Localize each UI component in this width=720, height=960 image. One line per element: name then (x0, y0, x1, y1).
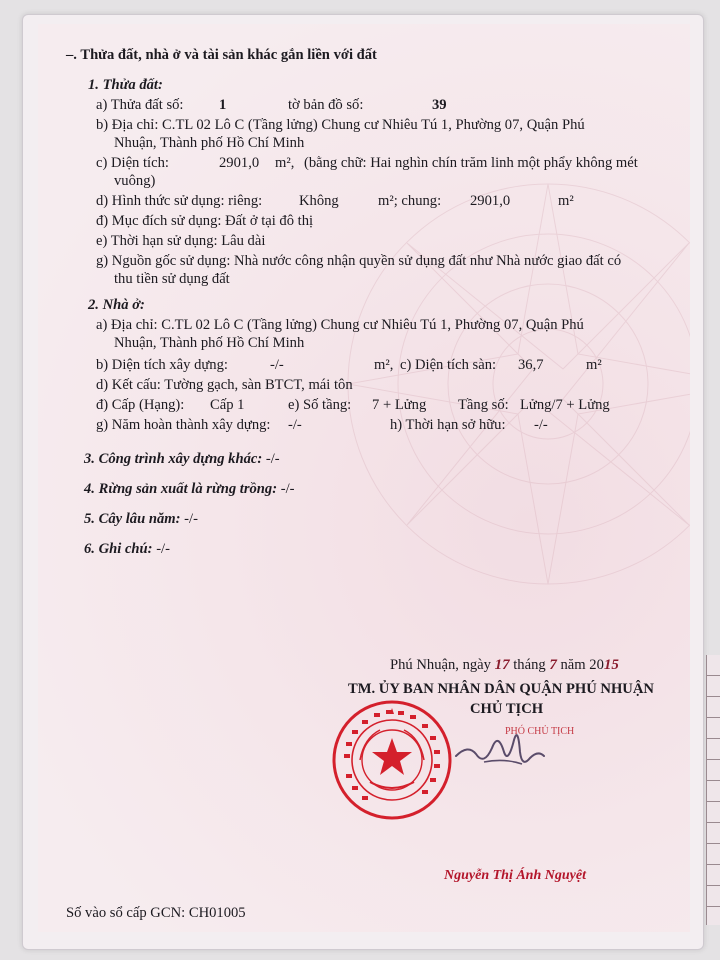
item-other-works: 3. Công trình xây dựng khác: -/- (84, 451, 280, 467)
land-area-words-line1: (bằng chữ: Hai nghìn chín trăm linh một phẩy không mét (304, 155, 638, 171)
house-floor-area-label: c) Diện tích sàn: (400, 357, 497, 373)
house-address-line1: a) Địa chỉ: C.TL 02 Lô C (Tầng lửng) Chung cư Nhiêu Tú 1, Phường 07, Quận Phú (96, 317, 584, 333)
deputy-title: PHÓ CHỦ TỊCH (505, 726, 575, 737)
house-completion-value: -/- (288, 417, 302, 433)
item-plantation-forest: 4. Rừng sản xuất là rừng trồng: -/- (84, 481, 295, 497)
house-floor-area-unit: m² (586, 357, 602, 373)
house-structure: d) Kết cấu: Tường gạch, sàn BTCT, mái tôn (96, 377, 353, 393)
house-grade-label: đ) Cấp (Hạng): (96, 397, 185, 413)
house-build-area-label: b) Diện tích xây dựng: (96, 357, 228, 373)
land-map-value: 39 (432, 97, 447, 113)
land-parcel-label: a) Thửa đất số: (96, 97, 184, 113)
land-use-private-value: Không (299, 193, 339, 209)
land-area-words-line2: vuông) (114, 173, 156, 189)
land-address-line1: b) Địa chỉ: C.TL 02 Lô C (Tầng lửng) Chung cư Nhiêu Tú 1, Phường 07, Quận Phú (96, 117, 585, 133)
land-use-common-label: m²; chung: (378, 193, 442, 209)
handwritten-signature (448, 722, 548, 778)
house-address-line2: Nhuận, Thành phố Hồ Chí Minh (114, 335, 305, 351)
attached-sheet-edge (706, 655, 720, 925)
land-map-label: tờ bản đồ số: (288, 97, 364, 113)
house-build-area-unit: m², (374, 357, 394, 373)
land-address-line2: Nhuận, Thành phố Hồ Chí Minh (114, 135, 305, 151)
house-ownership-term-value: -/- (534, 417, 548, 433)
signing-date: Phú Nhuận, ngày 17 tháng 7 năm 2015 (390, 657, 619, 673)
land-purpose: đ) Mục đích sử dụng: Đất ở tại đô thị (96, 213, 314, 229)
land-area-label: c) Diện tích: (96, 155, 169, 171)
land-title: 1. Thửa đất: (88, 77, 163, 93)
land-area-value: 2901,0 (219, 155, 260, 171)
watermark-rosette (338, 174, 690, 594)
land-area-unit: m², (275, 155, 295, 171)
signer-position: CHỦ TỊCH (470, 701, 544, 717)
section-heading: –. Thửa đất, nhà ở và tài sản khác gắn liền với đất (66, 47, 377, 63)
land-use-form-label: d) Hình thức sử dụng: riêng: (96, 193, 263, 209)
land-use-common-value: 2901,0 (470, 193, 511, 209)
house-storeys-label: e) Số tầng: (288, 397, 352, 413)
signer-name: Nguyễn Thị Ánh Nguyệt (444, 868, 586, 883)
land-origin-line1: g) Nguồn gốc sử dụng: Nhà nước công nhận quyền sử dụng đất như Nhà nước giao đất có (96, 253, 622, 269)
item-perennial-trees: 5. Cây lâu năm: -/- (84, 511, 198, 527)
house-grade-value: Cấp 1 (210, 397, 245, 413)
house-floor-number-value: Lửng/7 + Lửng (520, 397, 610, 413)
land-term: e) Thời hạn sử dụng: Lâu dài (96, 233, 266, 249)
item-notes: 6. Ghi chú: -/- (84, 541, 170, 557)
land-parcel-value: 1 (219, 97, 227, 113)
land-origin-line2: thu tiền sử dụng đất (114, 271, 230, 287)
official-seal-stamp (330, 698, 454, 822)
land-use-common-unit: m² (558, 193, 574, 209)
house-storeys-value: 7 + Lửng (372, 397, 427, 413)
house-floor-number-label: Tầng số: (458, 397, 509, 413)
house-completion-label: g) Năm hoàn thành xây dựng: (96, 417, 271, 433)
house-floor-area-value: 36,7 (518, 357, 544, 373)
house-title: 2. Nhà ở: (88, 297, 145, 313)
house-build-area-value: -/- (270, 357, 284, 373)
registry-number: Số vào sổ cấp GCN: CH01005 (66, 905, 246, 921)
house-ownership-term-label: h) Thời hạn sở hữu: (390, 417, 506, 433)
issuing-authority: TM. ỦY BAN NHÂN DÂN QUẬN PHÚ NHUẬN (348, 681, 654, 697)
